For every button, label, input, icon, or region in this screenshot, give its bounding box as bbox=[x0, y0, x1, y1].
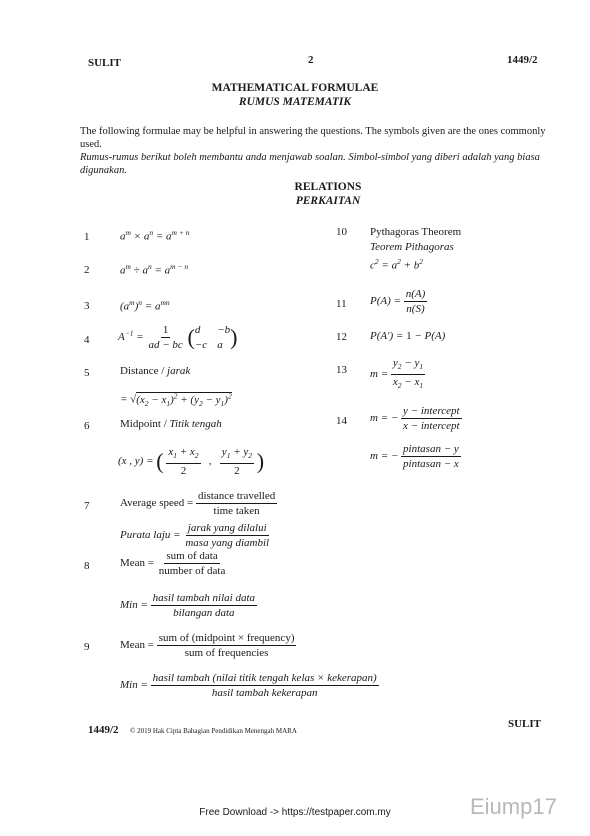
header-sulit: SULIT bbox=[88, 57, 122, 69]
item-number-12: 12 bbox=[336, 331, 347, 343]
formula-midpoint: (x , y) = ( $\frac{x_1 + x_2}{2}$ , $\frac{y_1 + y_2}{2}$ ) bbox=[118, 446, 265, 478]
formula-gradient-intercept: m = − $\frac{\text{y − intercept}}{\text{x − intercept}}$ bbox=[370, 405, 460, 432]
section-subtitle: PERKAITAN bbox=[295, 195, 361, 207]
page-number: 2 bbox=[308, 54, 314, 66]
formula-min: Min = $\frac{\text{hasil tambah nilai data}}{\text{bilangan data}}$ bbox=[120, 592, 256, 619]
formula-complement-probability: P(A′) = 1 − P(A) bbox=[370, 330, 446, 342]
footer-copyright: © 2019 Hak Cipta Bahagian Pendidikan Menengah MARA bbox=[130, 727, 297, 735]
pythagoras-label-malay: Teorem Pithagoras bbox=[370, 241, 454, 253]
formula-mean: Mean = $\frac{\text{sum of data}}{\text{number of data}}$ bbox=[120, 550, 226, 577]
item-number-4: 4 bbox=[84, 334, 90, 346]
formula-probability: P(A) = $\frac{n(A)}{n(S)}$ bbox=[370, 288, 426, 315]
item-number-1: 1 bbox=[84, 231, 90, 243]
formula-gradient-pintasan: m = − $\frac{\text{pintasan − y}}{\text{pintasan − x}}$ bbox=[370, 443, 459, 470]
item-number-11: 11 bbox=[336, 298, 347, 310]
distance-label: Distance / jarak bbox=[120, 365, 191, 377]
intro-malay: Rumus-rumus berikut boleh membantu anda menjawab soalan. Simbol-simbol yang diberi adalah yang biasa digunakan. bbox=[80, 152, 540, 176]
item-number-6: 6 bbox=[84, 420, 90, 432]
formula-gradient: m = $\frac{y_2 - y_1}{x_2 - x_1}$ bbox=[370, 357, 424, 391]
formula-index-multiply: $a^m \times a^n = a^{m + n}$ bbox=[120, 228, 190, 243]
formula-pythagoras: $c^2 = a^2 + b^2$ bbox=[370, 257, 424, 272]
formula-mean-grouped: Mean = $\frac{\text{sum of (midpoint × frequency)}}{\text{sum of frequencies}}$ bbox=[120, 632, 295, 659]
title-main: MATHEMATICAL FORMULAE bbox=[211, 82, 379, 94]
item-number-8: 8 bbox=[84, 560, 90, 572]
formula-index-divide: $a^m \div a^n = a^{m - n}$ bbox=[120, 262, 189, 277]
intro-english: The following formulae may be helpful in answering the questions. The symbols given are the ones commonly used. bbox=[80, 126, 546, 150]
download-link[interactable]: Free Download -> https://testpaper.com.my bbox=[199, 807, 391, 818]
title-sub: RUMUS MATEMATIK bbox=[238, 96, 352, 108]
formula-distance: = $√(x_2 - x_1)^2 + (y_2 - y_1)^2$ bbox=[120, 391, 232, 408]
item-number-5: 5 bbox=[84, 367, 90, 379]
item-number-3: 3 bbox=[84, 300, 90, 312]
item-number-13: 13 bbox=[336, 364, 347, 376]
item-number-10: 10 bbox=[336, 226, 347, 238]
watermark: Eiump17 bbox=[470, 794, 557, 819]
section-title: RELATIONS bbox=[294, 181, 362, 193]
formula-purata-laju: Purata laju = $\frac{\text{jarak yang dilalui}}{\text{masa yang diambil}}$ bbox=[120, 522, 270, 549]
footer-sulit: SULIT bbox=[508, 718, 542, 730]
item-number-9: 9 bbox=[84, 641, 90, 653]
formula-average-speed: Average speed = $\frac{\text{distance travelled}}{\text{time taken}}$ bbox=[120, 490, 276, 517]
formula-min-grouped: Min = $\frac{\text{hasil tambah (nilai titik tengah kelas × kekerapan)}}{\text{hasil tambah kekerapan}}$ bbox=[120, 672, 377, 699]
footer-code: 1449/2 bbox=[88, 724, 119, 736]
item-number-14: 14 bbox=[336, 415, 347, 427]
item-number-2: 2 bbox=[84, 264, 90, 276]
pythagoras-label: Pythagoras Theorem bbox=[370, 226, 462, 238]
midpoint-label: Midpoint / Titik tengah bbox=[120, 418, 222, 430]
item-number-7: 7 bbox=[84, 500, 90, 512]
paper-code: 1449/2 bbox=[507, 54, 538, 66]
formula-index-power: $(a^m)^n = a^{mn}$ bbox=[120, 298, 170, 313]
formula-inverse-matrix: $A^{-1}$ = $\frac{1}{ad - bc}$ ( d −b −c a ) bbox=[118, 324, 238, 351]
